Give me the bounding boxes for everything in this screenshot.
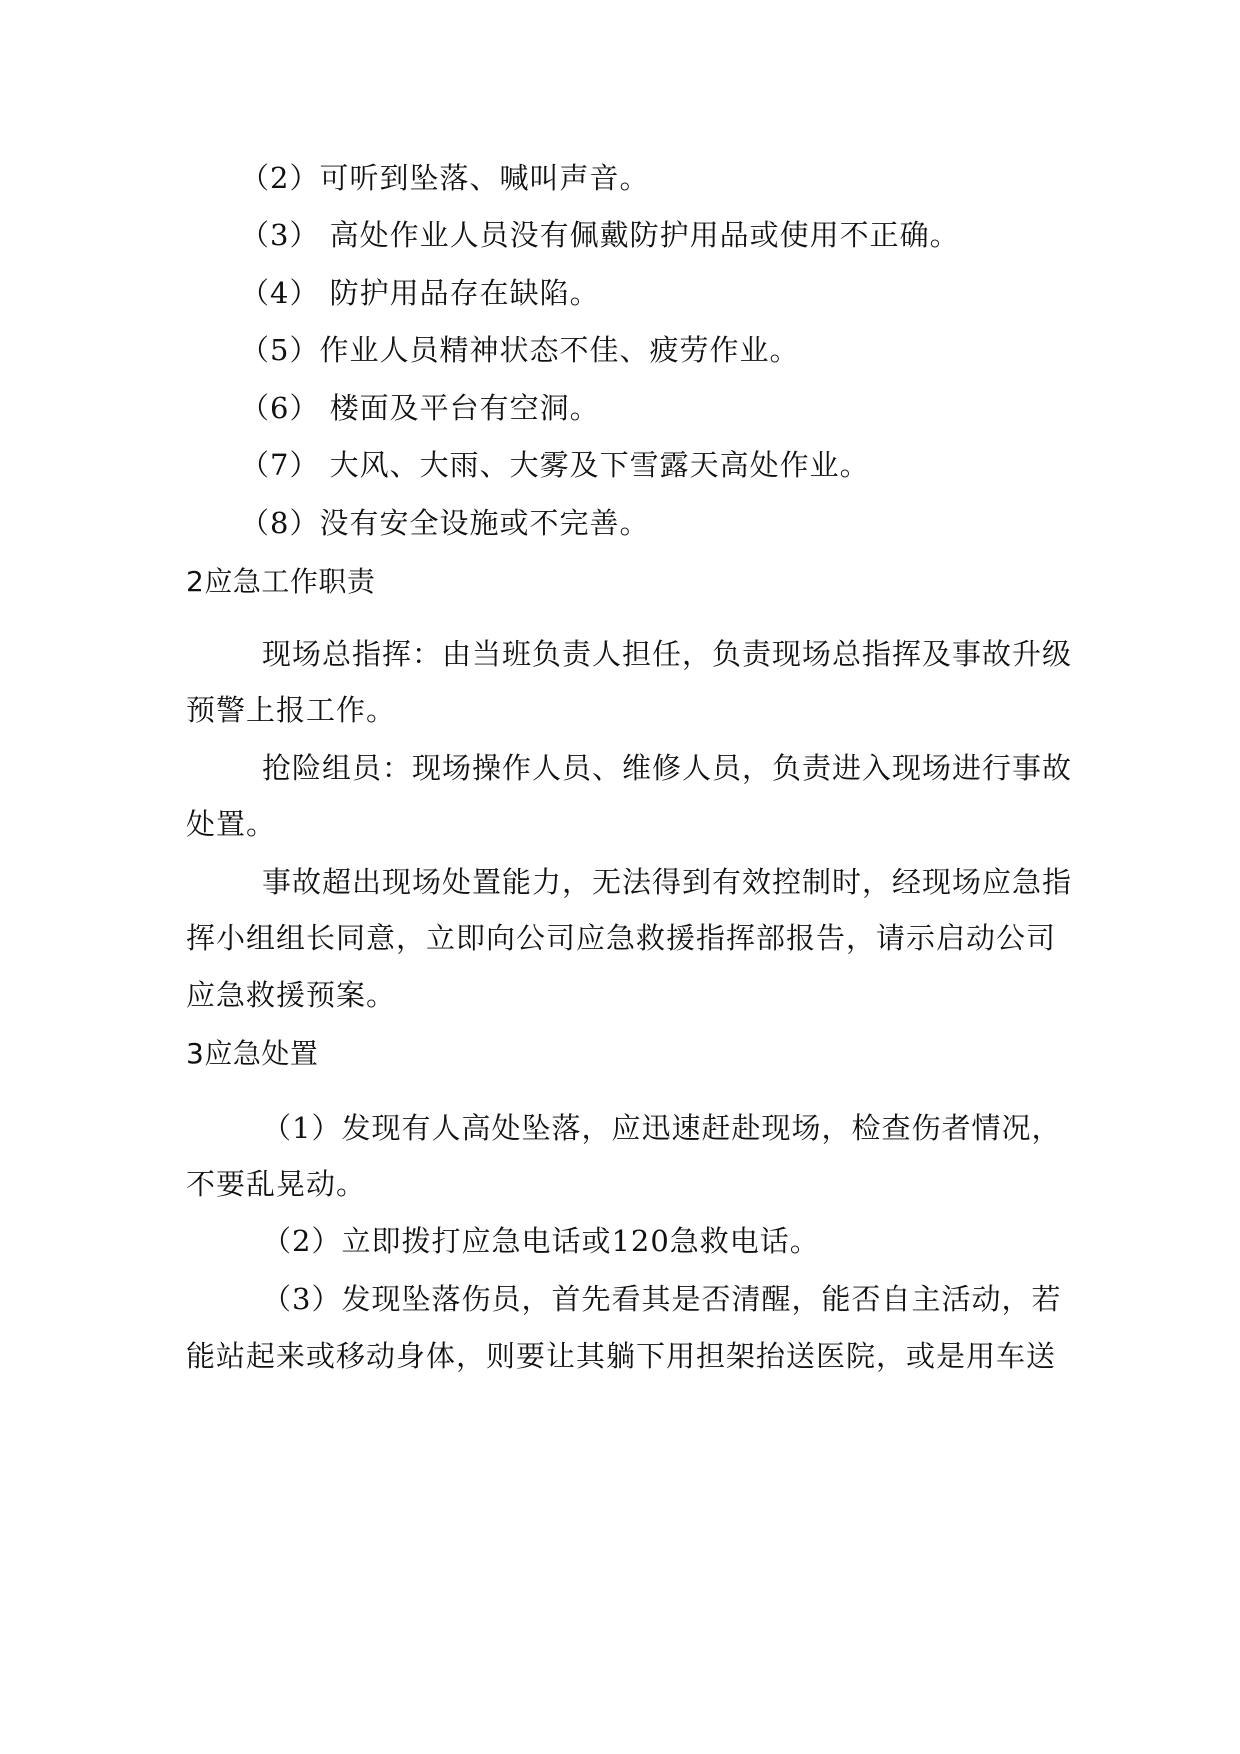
- escalation-line-1: 事故超出现场处置能力，无法得到有效控制时，经现场应急指: [262, 865, 1073, 899]
- response-item-1-line-2: 不要乱晃动。: [186, 1167, 367, 1201]
- section-heading-3: 3应急处置: [186, 1037, 319, 1070]
- section-heading-2: 2应急工作职责: [186, 565, 376, 598]
- response-item-2: （2）立即拨打应急电话或120急救电话。: [262, 1224, 820, 1258]
- duty-rescue-line-1: 抢险组员：现场操作人员、维修人员，负责进入现场进行事故: [262, 751, 1073, 785]
- cause-item-7: （7） 大风、大雨、大雾及下雪露天高处作业。: [240, 448, 870, 482]
- cause-item-4: （4） 防护用品存在缺陷。: [240, 276, 600, 310]
- cause-item-2: （2）可听到坠落、喊叫声音。: [240, 161, 650, 195]
- cause-item-3: （3） 高处作业人员没有佩戴防护用品或使用不正确。: [240, 218, 960, 252]
- escalation-line-3: 应急救援预案。: [186, 978, 397, 1012]
- duty-commander-line-1: 现场总指挥：由当班负责人担任，负责现场总指挥及事故升级: [262, 637, 1073, 671]
- escalation-line-2: 挥小组组长同意，立即向公司应急救援指挥部报告，请示启动公司: [186, 921, 1057, 955]
- response-item-3-line-2: 能站起来或移动身体，则要让其躺下用担架抬送医院，或是用车送: [186, 1339, 1057, 1373]
- cause-item-8: （8）没有安全设施或不完善。: [240, 506, 650, 540]
- response-item-3-line-1: （3）发现坠落伤员，首先看其是否清醒，能否自主活动，若: [262, 1282, 1062, 1316]
- response-item-1-line-1: （1）发现有人高处坠落，应迅速赶赴现场，检查伤者情况，: [262, 1111, 1062, 1145]
- cause-item-6: （6） 楼面及平台有空洞。: [240, 391, 600, 425]
- duty-commander-line-2: 预警上报工作。: [186, 693, 397, 727]
- cause-item-5: （5）作业人员精神状态不佳、疲劳作业。: [240, 333, 800, 367]
- duty-rescue-line-2: 处置。: [186, 807, 277, 841]
